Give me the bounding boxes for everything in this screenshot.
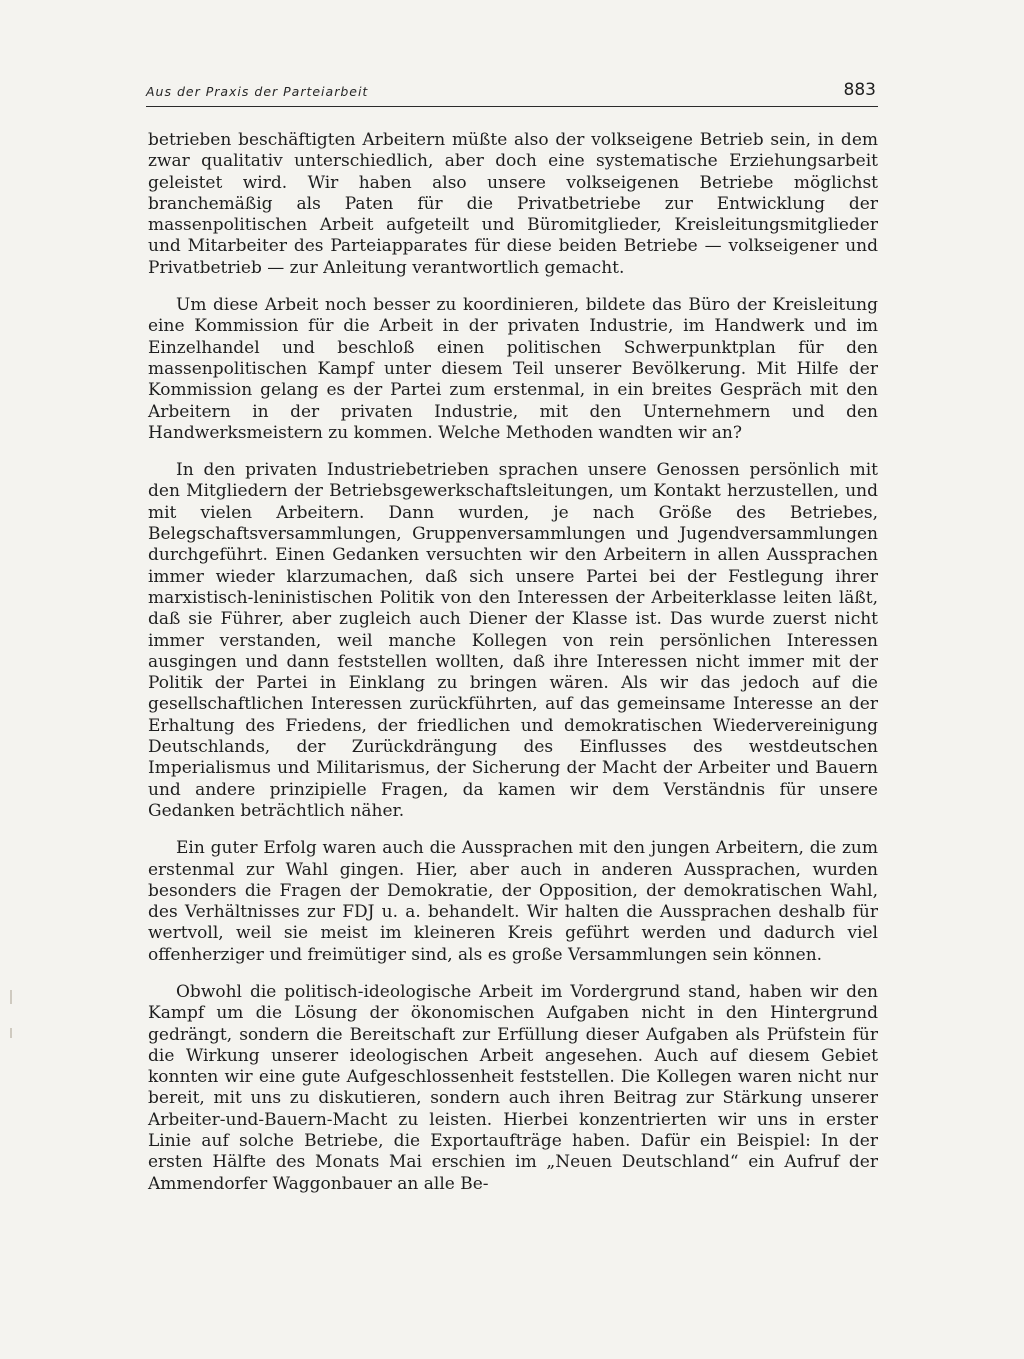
scan-mark	[10, 1028, 12, 1038]
paragraph: Obwohl die politisch-ideologische Arbeit im Vordergrund stand, haben wir den Kampf um die Lösung der ökonomischen Aufgaben nicht in den Hintergrund gedrängt, sondern die Bereitschaft zur Erfüllung dieser Aufgaben als Prüfstein für die Wirkung unserer ideologischen Arbeit angesehen. Auch auf diesem Gebiet konnten wir eine gute Aufgeschlossenheit feststellen. Die Kollegen waren nicht nur bereit, mit uns zu diskutieren, sondern auch ihren Beitrag zur Stärkung unserer Arbeiter-und-Bauern-Macht zu leisten. Hierbei konzentrierten wir uns in erster Linie auf solche Betriebe, die Exportaufträge haben. Dafür ein Beispiel: In der ersten Hälfte des Monats Mai erschien im „Neuen Deutschland“ ein Aufruf der Ammendorfer Waggonbauer an alle Be-	[148, 981, 878, 1194]
paragraph: Um diese Arbeit noch besser zu koordinieren, bildete das Büro der Kreisleitung eine Kommission für die Arbeit in der privaten Industrie, im Handwerk und im Einzelhandel und beschloß einen politischen Schwerpunktplan für den massenpolitischen Kampf unter diesem Teil unserer Bevölkerung. Mit Hilfe der Kommission gelang es der Partei zum erstenmal, in ein breites Gespräch mit den Arbeitern in der privaten Industrie, mit den Unternehmern und den Handwerksmeistern zu kommen. Welche Methoden wandten wir an?	[148, 295, 878, 443]
running-header	[146, 80, 878, 107]
paragraph: Ein guter Erfolg waren auch die Aussprachen mit den jungen Arbeitern, die zum erstenmal zur Wahl gingen. Hier, aber auch in anderen Aussprachen, wurden besonders die Fragen der Demokratie, der Opposition, der demokratischen Wahl, des Verhältnisses zur FDJ u. a. behandelt. Wir halten die Aussprachen deshalb für wertvoll, weil sie meist im kleineren Kreis geführt werden und dadurch viel offenherziger und freimütiger sind, als es große Versammlungen sein können.	[148, 838, 878, 965]
paragraph: betrieben beschäftigten Arbeitern müßte also der volkseigene Betrieb sein, in dem zwar qualitativ unterschiedlich, aber doch eine systematische Erziehungsarbeit geleistet wird. Wir haben also unsere volkseigenen Betriebe möglichst branchemäßig als Paten für die Privatbetriebe zur Entwicklung der massenpolitischen Arbeit aufgeteilt und Büromitglieder, Kreisleitungsmitglieder und Mitarbeiter des Parteiapparates für diese beiden Betriebe — volkseigener und Privatbetrieb — zur Anleitung verantwortlich gemacht.	[148, 130, 878, 278]
body-text	[148, 130, 878, 1195]
paragraph: In den privaten Industriebetrieben sprachen unsere Genossen persönlich mit den Mitgliedern der Betriebsgewerkschaftsleitungen, um Kontakt herzustellen, und mit vielen Arbeitern. Dann wurden, je nach Größe des Betriebes, Belegschaftsversammlungen, Gruppenversammlungen und Jugendversammlungen durchgeführt. Einen Gedanken versuchten wir den Arbeitern in allen Aussprachen immer wieder klarzumachen, daß sich unsere Partei bei der Festlegung ihrer marxistisch-leninistischen Politik von den Interessen der Arbeiterklasse leiten läßt, daß sie Führer, aber zugleich auch Diener der Klasse ist. Das wurde zuerst nicht immer verstanden, weil manche Kollegen von rein persönlichen Interessen ausgingen und dann feststellen wollten, daß ihre Interessen nicht immer mit der Politik der Partei in Einklang zu bringen wären. Als wir das jedoch auf die gesellschaftlichen Interessen zurückführten, auf das gemeinsame Interesse an der Erhaltung des Friedens, der friedlichen und demokratischen Wiedervereinigung Deutschlands, der Zurückdrängung des Einflusses des westdeutschen Imperialismus und Militarismus, der Sicherung der Macht der Arbeiter und Bauern und andere prinzipielle Fragen, da kamen wir dem Verständnis für unsere Gedanken beträchtlich näher.	[148, 460, 878, 821]
page-number: 883	[843, 80, 876, 100]
running-title: Aus der Praxis der Parteiarbeit	[146, 84, 369, 99]
scan-mark	[10, 990, 12, 1004]
